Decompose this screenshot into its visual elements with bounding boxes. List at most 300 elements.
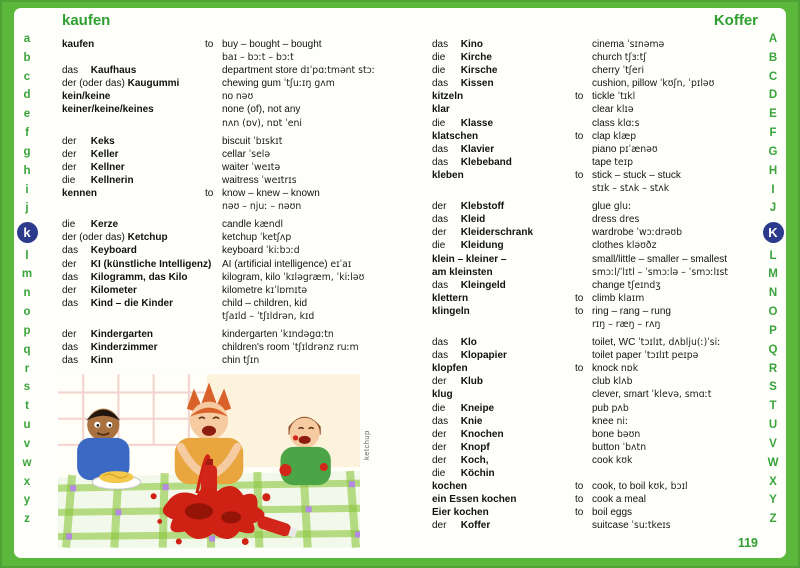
dictionary-entry-row bbox=[62, 244, 392, 257]
entry-to-particle bbox=[575, 226, 592, 239]
entry-english-cell bbox=[592, 38, 772, 51]
dictionary-entry-row bbox=[432, 336, 772, 349]
entry-german-cell bbox=[62, 244, 205, 257]
entry-phonetic-transcription: klʌb bbox=[613, 376, 633, 388]
entry-english-translation: knock bbox=[592, 363, 619, 375]
dictionary-entry-row bbox=[62, 200, 392, 213]
entry-to-particle bbox=[575, 117, 592, 130]
entry-german-cell bbox=[432, 130, 575, 143]
entry-english-cell bbox=[222, 77, 392, 90]
dictionary-entry-row bbox=[62, 310, 392, 323]
entry-to-particle bbox=[575, 64, 592, 77]
entry-to-particle bbox=[205, 174, 222, 187]
dictionary-entry-row bbox=[432, 519, 772, 532]
entry-phonetic-transcription: nəʊ – njuː – nəʊn bbox=[222, 201, 302, 213]
entry-to-particle bbox=[205, 161, 222, 174]
entry-to-particle: to bbox=[575, 507, 584, 519]
entry-english-translation: cushion, pillow bbox=[592, 78, 658, 90]
entry-german-cell bbox=[432, 506, 575, 519]
entry-english-cell bbox=[592, 493, 772, 506]
entry-phonetic-transcription: ˈbɪskɪt bbox=[253, 135, 283, 147]
entry-english-cell bbox=[592, 441, 772, 454]
dictionary-entry-row bbox=[62, 231, 392, 244]
entry-german-cell bbox=[432, 103, 575, 116]
dictionary-entry-row bbox=[62, 218, 392, 231]
entry-german-cell bbox=[432, 292, 575, 305]
dictionary-entry-row bbox=[432, 253, 772, 266]
entry-german-cell bbox=[62, 77, 205, 90]
entry-english-cell bbox=[592, 239, 772, 252]
dictionary-entry-row bbox=[62, 90, 392, 103]
entry-german-word: Kleiderschrank bbox=[460, 227, 534, 239]
entry-to-particle bbox=[575, 213, 592, 226]
entry-english-cell bbox=[222, 90, 392, 103]
entry-to-particle bbox=[205, 103, 222, 116]
entry-to-particle: to bbox=[575, 363, 584, 375]
dictionary-entry-row bbox=[432, 467, 772, 480]
entry-phonetic-transcription: klaɪm bbox=[618, 292, 645, 304]
entry-german-word: Kellnerin bbox=[90, 174, 134, 186]
alphabet-letter: x bbox=[23, 475, 31, 488]
alphabet-letter: E bbox=[769, 108, 777, 121]
entry-english-translation: chin bbox=[222, 355, 241, 367]
entry-german-word: Eier kochen bbox=[432, 507, 489, 519]
entry-to-particle bbox=[205, 284, 222, 297]
entry-phonetic-transcription: ˈkʊʃn, ˈpɪləʊ bbox=[659, 78, 715, 90]
entry-german-cell bbox=[432, 362, 575, 375]
entry-german-cell bbox=[62, 103, 205, 116]
entry-german-cell bbox=[432, 519, 575, 532]
entry-article: das bbox=[432, 337, 449, 349]
entry-english-translation: cellar bbox=[222, 148, 246, 160]
entry-article: der bbox=[62, 161, 77, 173]
alphabet-letter: L bbox=[769, 249, 777, 262]
entry-english-cell bbox=[592, 480, 772, 493]
entry-german-cell bbox=[62, 297, 205, 310]
entry-german-cell bbox=[62, 64, 205, 77]
headword-right: Koffer bbox=[713, 12, 758, 29]
entry-german-word: am kleinsten bbox=[432, 266, 493, 278]
entry-phonetic-transcription: kændl bbox=[254, 219, 284, 231]
entry-german-cell bbox=[432, 38, 575, 51]
entry-german-cell bbox=[432, 441, 575, 454]
entry-german-cell bbox=[432, 77, 575, 90]
alphabet-letter: w bbox=[22, 456, 32, 469]
dictionary-entry-row bbox=[62, 354, 392, 367]
entry-article: das bbox=[432, 156, 449, 168]
entry-german-word: Kissen bbox=[460, 78, 494, 90]
alphabet-letter: Z bbox=[769, 513, 777, 526]
alphabet-letter: R bbox=[768, 362, 778, 375]
entry-english-translation: biscuit bbox=[222, 135, 251, 147]
entry-english-translation: glue bbox=[592, 201, 611, 213]
dictionary-entry-row bbox=[62, 148, 392, 161]
entry-phonetic-transcription: ˈklevə, smɑːt bbox=[651, 389, 712, 401]
entry-german-word: kaufen bbox=[62, 39, 95, 50]
entry-phonetic-transcription: kʊk bbox=[615, 454, 633, 466]
entry-english-translation: piano bbox=[592, 143, 617, 155]
entry-german-word: Kinderzimmer bbox=[90, 342, 158, 354]
alphabet-letter: T bbox=[769, 400, 777, 413]
entry-article: das bbox=[62, 342, 79, 354]
entry-german-word: Klasse bbox=[460, 117, 494, 129]
dictionary-entry-row bbox=[432, 226, 772, 239]
alphabet-letter: C bbox=[768, 70, 778, 83]
entry-german-word: Kleingeld bbox=[460, 279, 506, 291]
entry-english-cell bbox=[592, 200, 772, 213]
entry-phonetic-transcription: stɪk – stʌk – stʌk bbox=[592, 183, 670, 195]
entry-german-cell bbox=[62, 135, 205, 148]
dictionary-entry-row bbox=[432, 38, 772, 51]
entry-english-translation: small/little – smaller – smallest bbox=[592, 253, 728, 265]
entry-to-particle bbox=[205, 328, 222, 341]
dictionary-entry-row bbox=[432, 454, 772, 467]
entry-phonetic-transcription: nəʊ bbox=[235, 91, 254, 103]
entry-german-cell bbox=[432, 169, 575, 182]
entry-german-cell bbox=[62, 38, 205, 51]
entry-english-cell bbox=[592, 318, 772, 331]
entry-to-particle bbox=[575, 103, 592, 116]
dictionary-entry-row bbox=[62, 341, 392, 354]
dictionary-entry-row bbox=[62, 103, 392, 116]
alphabet-current-letter-badge: K bbox=[763, 222, 784, 243]
entry-to-particle bbox=[205, 354, 222, 367]
entry-german-word: Koffer bbox=[460, 520, 491, 532]
entry-phonetic-transcription: ˈketʃʌp bbox=[259, 232, 292, 244]
entry-english-cell bbox=[592, 226, 772, 239]
entry-english-translation: tape bbox=[592, 156, 612, 168]
entry-to-particle bbox=[575, 349, 592, 362]
entry-german-word: Knochen bbox=[460, 428, 504, 440]
entry-english-translation: child – children, kid bbox=[222, 297, 308, 309]
entry-article: der bbox=[432, 227, 447, 239]
entry-article: die bbox=[432, 402, 446, 414]
entry-german-cell bbox=[62, 117, 205, 130]
entry-english-translation: bone bbox=[592, 428, 615, 440]
entry-phonetic-transcription: ˈbʌtn bbox=[622, 441, 647, 453]
entry-to-particle bbox=[205, 310, 222, 323]
entry-german-word: kochen bbox=[432, 481, 468, 493]
alphabet-letter: V bbox=[769, 437, 777, 450]
entry-english-cell bbox=[592, 117, 772, 130]
entry-phonetic-transcription: nʌn (ɒv), nɒt ˈeni bbox=[222, 117, 302, 129]
entry-german-cell bbox=[432, 415, 575, 428]
alphabet-letter: Y bbox=[769, 494, 777, 507]
alphabet-letter: H bbox=[768, 164, 778, 177]
entry-english-translation: stick – stuck – stuck bbox=[592, 169, 681, 181]
entry-german-cell bbox=[62, 310, 205, 323]
entry-english-cell bbox=[592, 362, 772, 375]
entry-article: der bbox=[62, 135, 77, 147]
entry-english-translation: cherry bbox=[592, 65, 620, 77]
entry-german-word: klug bbox=[432, 389, 453, 401]
entry-phonetic-transcription: nɒk bbox=[620, 363, 639, 375]
entry-english-cell bbox=[222, 161, 392, 174]
entry-german-word: Kind – die Kinder bbox=[90, 297, 174, 309]
entry-english-cell bbox=[592, 388, 772, 401]
entry-to-particle bbox=[205, 258, 222, 271]
entry-german-word: kitzeln bbox=[432, 91, 464, 103]
entry-phonetic-transcription: kʊk, bɔɪl bbox=[648, 481, 688, 493]
entry-german-cell bbox=[432, 213, 575, 226]
entry-phonetic-transcription: kləʊðz bbox=[626, 240, 657, 252]
entry-german-cell bbox=[62, 174, 205, 187]
entry-german-cell bbox=[432, 239, 575, 252]
entry-english-cell bbox=[592, 428, 772, 441]
entry-english-translation: buy – bought – bought bbox=[222, 39, 322, 50]
entry-german-cell bbox=[432, 117, 575, 130]
entry-german-word: Kirche bbox=[460, 52, 492, 64]
entry-article: das bbox=[432, 143, 449, 155]
entry-to-particle bbox=[575, 415, 592, 428]
entry-german-cell bbox=[62, 187, 205, 200]
alphabet-letter: s bbox=[23, 381, 31, 394]
entry-german-word: Koch, bbox=[460, 454, 489, 466]
entry-german-word: Kerze bbox=[90, 219, 119, 231]
entry-english-translation: cook bbox=[592, 454, 614, 466]
entry-phonetic-transcription: bəʊn bbox=[617, 428, 641, 440]
entry-phonetic-transcription: dres bbox=[619, 214, 640, 226]
dictionary-entry-row bbox=[432, 169, 772, 182]
entry-english-translation: dress bbox=[592, 214, 617, 226]
entry-english-cell bbox=[592, 130, 772, 143]
dictionary-entry-row bbox=[432, 415, 772, 428]
dictionary-entry-row bbox=[62, 297, 392, 310]
entry-german-cell bbox=[432, 156, 575, 169]
alphabet-letter: l bbox=[25, 249, 29, 262]
entry-english-cell bbox=[592, 279, 772, 292]
entry-article: der (oder das) bbox=[62, 78, 125, 90]
dictionary-entry-row bbox=[432, 388, 772, 401]
entry-german-cell bbox=[62, 148, 205, 161]
dictionary-entry-row bbox=[62, 38, 392, 51]
entry-german-word: KI (künstliche Intelligenz) bbox=[90, 258, 212, 270]
entry-english-translation: club bbox=[592, 376, 611, 388]
entry-phonetic-transcription: ˈtɔɪlɪt peɪpə bbox=[644, 350, 699, 362]
entry-english-cell bbox=[222, 174, 392, 187]
entry-article: der bbox=[432, 454, 447, 466]
entry-phonetic-transcription: smɔːl/ˈlɪtl – ˈsmɔːlə – ˈsmɔːlɪst bbox=[592, 266, 729, 278]
entry-english-translation: kilometre bbox=[222, 284, 263, 296]
entry-english-translation: kindergarten bbox=[222, 328, 278, 340]
entry-english-cell bbox=[222, 297, 392, 310]
entry-english-cell bbox=[222, 187, 392, 200]
entry-to-particle bbox=[205, 297, 222, 310]
entry-german-cell bbox=[432, 349, 575, 362]
alphabet-letter: n bbox=[23, 287, 31, 300]
entry-article: das bbox=[62, 245, 79, 257]
entry-english-cell bbox=[592, 467, 772, 480]
dictionary-entry-row bbox=[432, 493, 772, 506]
entry-german-cell bbox=[62, 341, 205, 354]
ketchup-mess-illustration bbox=[58, 374, 360, 548]
entry-phonetic-transcription: ˈweɪtə bbox=[251, 161, 281, 173]
dictionary-entry-row bbox=[62, 51, 392, 64]
entry-german-word: Keks bbox=[90, 135, 115, 147]
entry-phonetic-transcription: pʌb bbox=[611, 402, 629, 414]
alphabet-letter: W bbox=[767, 456, 779, 469]
entry-english-cell bbox=[592, 266, 772, 279]
entry-german-cell bbox=[62, 51, 205, 64]
entry-article: die bbox=[62, 174, 76, 186]
dictionary-spread-page bbox=[14, 8, 786, 558]
alphabet-letter: F bbox=[769, 127, 777, 140]
alphabet-letter: m bbox=[21, 268, 33, 281]
dictionary-entry-row bbox=[62, 174, 392, 187]
entry-english-translation: clear bbox=[592, 104, 614, 116]
entry-german-cell bbox=[62, 354, 205, 367]
dictionary-entry-row bbox=[432, 362, 772, 375]
entry-english-cell bbox=[592, 64, 772, 77]
alphabet-letter: B bbox=[768, 51, 778, 64]
entry-english-translation: suitcase bbox=[592, 520, 629, 532]
dictionary-entry-row bbox=[432, 266, 772, 279]
entry-to-particle bbox=[205, 64, 222, 77]
dictionary-entry-row bbox=[432, 428, 772, 441]
entry-article: das bbox=[432, 415, 449, 427]
entry-to-particle bbox=[575, 318, 592, 331]
entry-phonetic-transcription: ˈweɪtrɪs bbox=[261, 174, 297, 186]
entry-phonetic-transcription: ˈselə bbox=[248, 148, 271, 160]
entry-english-cell bbox=[592, 506, 772, 519]
entry-german-word: Kirsche bbox=[460, 65, 498, 77]
entry-article: der (oder das) bbox=[62, 232, 125, 244]
entry-to-particle bbox=[575, 77, 592, 90]
entry-german-cell bbox=[432, 200, 575, 213]
entry-german-word: Kaugummi bbox=[127, 78, 180, 90]
entry-to-particle bbox=[205, 244, 222, 257]
entry-english-cell bbox=[592, 454, 772, 467]
entry-to-particle bbox=[205, 51, 222, 64]
entry-english-cell bbox=[222, 117, 392, 130]
entry-phonetic-transcription: ˈkɪləgræm, ˈkiːləʊ bbox=[283, 271, 365, 283]
entry-german-cell bbox=[432, 493, 575, 506]
alphabet-letter: A bbox=[768, 33, 778, 45]
entry-english-translation: change bbox=[592, 279, 625, 291]
entry-english-cell bbox=[222, 341, 392, 354]
entry-german-cell bbox=[432, 375, 575, 388]
alphabet-letter: D bbox=[768, 89, 778, 102]
alphabet-letter: o bbox=[23, 306, 31, 319]
entry-to-particle bbox=[575, 402, 592, 415]
dictionary-entry-row bbox=[62, 161, 392, 174]
entry-english-cell bbox=[222, 218, 392, 231]
entry-to-particle bbox=[575, 375, 592, 388]
entry-english-translation: AI (artificial intelligence) bbox=[222, 258, 328, 270]
entry-to-particle: to bbox=[205, 188, 214, 200]
entry-phonetic-transcription: ˈwɔːdrəʊb bbox=[636, 227, 682, 239]
entry-phonetic-transcription: gluː bbox=[613, 201, 632, 213]
entry-article: der bbox=[432, 520, 447, 532]
entry-english-translation: ketchup bbox=[222, 232, 258, 244]
page-number: 119 bbox=[737, 536, 758, 550]
entry-to-particle bbox=[575, 519, 592, 532]
alphabet-letter: a bbox=[23, 33, 31, 45]
entry-phonetic-transcription: ˈtɔɪlɪt, dʌblju(ː)ˈsiː bbox=[638, 337, 721, 349]
dictionary-entry-row bbox=[432, 200, 772, 213]
entry-to-particle: to bbox=[575, 292, 584, 304]
entry-phonetic-transcription: ˈkiːbɔːd bbox=[265, 245, 300, 257]
entry-german-word: Kilogramm, das Kilo bbox=[90, 271, 188, 283]
entry-to-particle bbox=[575, 388, 592, 401]
entry-german-word: Klebeband bbox=[460, 156, 512, 168]
entry-german-cell bbox=[432, 318, 575, 331]
entry-to-particle bbox=[575, 279, 592, 292]
entry-to-particle bbox=[205, 271, 222, 284]
entry-german-cell bbox=[432, 64, 575, 77]
entry-german-word: Klub bbox=[460, 376, 483, 388]
dictionary-entry-row bbox=[432, 375, 772, 388]
entry-english-cell bbox=[222, 244, 392, 257]
dictionary-entry-row bbox=[432, 480, 772, 493]
alphabet-letter: y bbox=[23, 494, 31, 507]
entry-german-cell bbox=[432, 402, 575, 415]
dictionary-entry-row bbox=[432, 90, 772, 103]
alphabet-letter: f bbox=[25, 127, 29, 140]
entry-english-cell bbox=[592, 213, 772, 226]
entry-phonetic-transcription: ˈtʃeri bbox=[622, 65, 645, 77]
entry-english-cell bbox=[592, 292, 772, 305]
alphabet-letter: e bbox=[23, 108, 31, 121]
entry-to-particle bbox=[575, 266, 592, 279]
entry-phonetic-transcription: ˈsuːtkeɪs bbox=[631, 520, 671, 532]
entry-phonetic-transcription: dɪˈpɑːtmənt stɔː bbox=[300, 65, 375, 77]
entry-to-particle bbox=[575, 336, 592, 349]
entry-german-word: klatschen bbox=[432, 130, 479, 142]
entry-to-particle bbox=[205, 148, 222, 161]
entry-german-word: Kleidung bbox=[460, 240, 504, 252]
entry-article: der bbox=[62, 148, 77, 160]
entry-german-word: Kino bbox=[460, 39, 483, 50]
entry-article: das bbox=[432, 214, 449, 226]
entry-english-cell bbox=[222, 328, 392, 341]
entry-english-cell bbox=[222, 38, 392, 51]
entry-phonetic-transcription: niː bbox=[616, 415, 629, 427]
entry-to-particle: to bbox=[575, 130, 584, 142]
entry-german-cell bbox=[432, 305, 575, 318]
entry-english-translation: kilogram, kilo bbox=[222, 271, 281, 283]
entry-to-particle: to bbox=[575, 91, 584, 103]
dictionary-entry-row bbox=[432, 77, 772, 90]
entry-english-translation: climb bbox=[592, 292, 616, 304]
entry-german-cell bbox=[432, 279, 575, 292]
entry-german-word: kein/keine bbox=[62, 91, 111, 103]
entry-german-word: keiner/keine/keines bbox=[62, 104, 154, 116]
entry-phonetic-transcription: teɪp bbox=[614, 156, 633, 168]
alphabet-letter: c bbox=[23, 70, 31, 83]
entry-phonetic-transcription: eɪˈaɪ bbox=[330, 258, 352, 270]
alphabet-letter: P bbox=[769, 324, 777, 337]
entry-german-cell bbox=[432, 90, 575, 103]
entry-phonetic-transcription: tʃɜːtʃ bbox=[624, 52, 647, 64]
entry-english-translation: department store bbox=[222, 65, 298, 77]
dictionary-entry-row bbox=[432, 143, 772, 156]
dictionary-entry-row bbox=[432, 156, 772, 169]
entry-german-word: Kilometer bbox=[90, 284, 137, 296]
alphabet-letter: S bbox=[769, 381, 777, 394]
entry-to-particle bbox=[575, 239, 592, 252]
entry-english-cell bbox=[222, 258, 392, 271]
entry-english-cell bbox=[592, 103, 772, 116]
entry-phonetic-transcription: pɪˈænəʊ bbox=[619, 143, 658, 155]
dictionary-entry-row bbox=[62, 328, 392, 341]
entry-article: der bbox=[62, 284, 77, 296]
entry-to-particle: to bbox=[575, 494, 584, 506]
alphabet-letter: X bbox=[769, 475, 777, 488]
entry-article: das bbox=[432, 78, 449, 90]
alphabet-letter: b bbox=[23, 51, 31, 64]
entry-phonetic-transcription: ˈtʃuːɪŋ gʌm bbox=[283, 78, 335, 90]
